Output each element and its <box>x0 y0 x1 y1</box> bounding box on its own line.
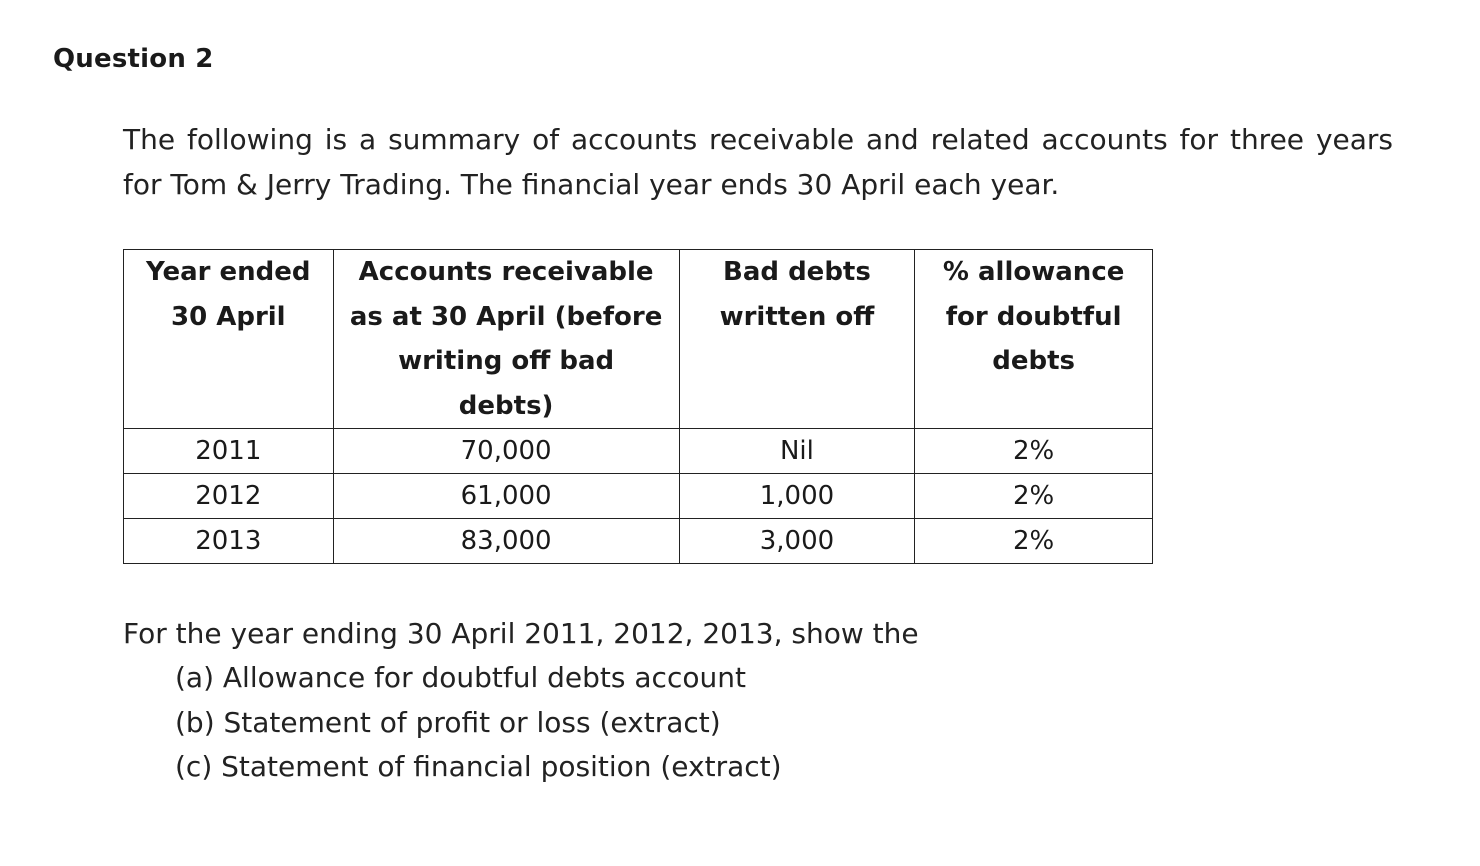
list-item: (c) Statement of financial position (extract) <box>175 750 782 783</box>
cell-allowance: 2% <box>915 519 1153 564</box>
header-accounts-receivable: Accounts receivable as at 30 April (before writing off bad debts) <box>333 250 679 429</box>
table-row <box>124 519 1153 564</box>
cell-receivable: 61,000 <box>333 474 679 519</box>
cell-year: 2012 <box>124 474 334 519</box>
receivables-table <box>123 249 1153 564</box>
cell-allowance: 2% <box>915 474 1153 519</box>
table-row <box>124 474 1153 519</box>
header-allowance-percent: % allowance for doubtful debts <box>915 250 1153 429</box>
cell-year: 2011 <box>124 429 334 474</box>
question-parts-list <box>175 656 782 790</box>
cell-bad-debts: 1,000 <box>679 474 915 519</box>
list-item: (b) Statement of profit or loss (extract) <box>175 705 721 739</box>
table-header-row <box>124 250 1153 429</box>
header-bad-debts: Bad debts written off <box>679 250 915 429</box>
cell-receivable: 70,000 <box>333 429 679 474</box>
cell-receivable: 83,000 <box>333 519 679 564</box>
intro-paragraph: The following is a summary of accounts receivable and related accounts for three years for Tom & Jerry Trading. The financial year ends 30 April each year. <box>123 123 1393 201</box>
question-title: Question 2 <box>53 44 214 74</box>
table-row <box>124 429 1153 474</box>
cell-bad-debts: Nil <box>679 429 915 474</box>
cell-allowance: 2% <box>915 429 1153 474</box>
cell-year: 2013 <box>124 519 334 564</box>
header-year-ended: Year ended 30 April <box>124 250 334 429</box>
instruction-text: For the year ending 30 April 2011, 2012, 2013, show the <box>123 617 919 650</box>
list-item: (a) Allowance for doubtful debts account <box>175 661 746 694</box>
cell-bad-debts: 3,000 <box>679 519 915 564</box>
